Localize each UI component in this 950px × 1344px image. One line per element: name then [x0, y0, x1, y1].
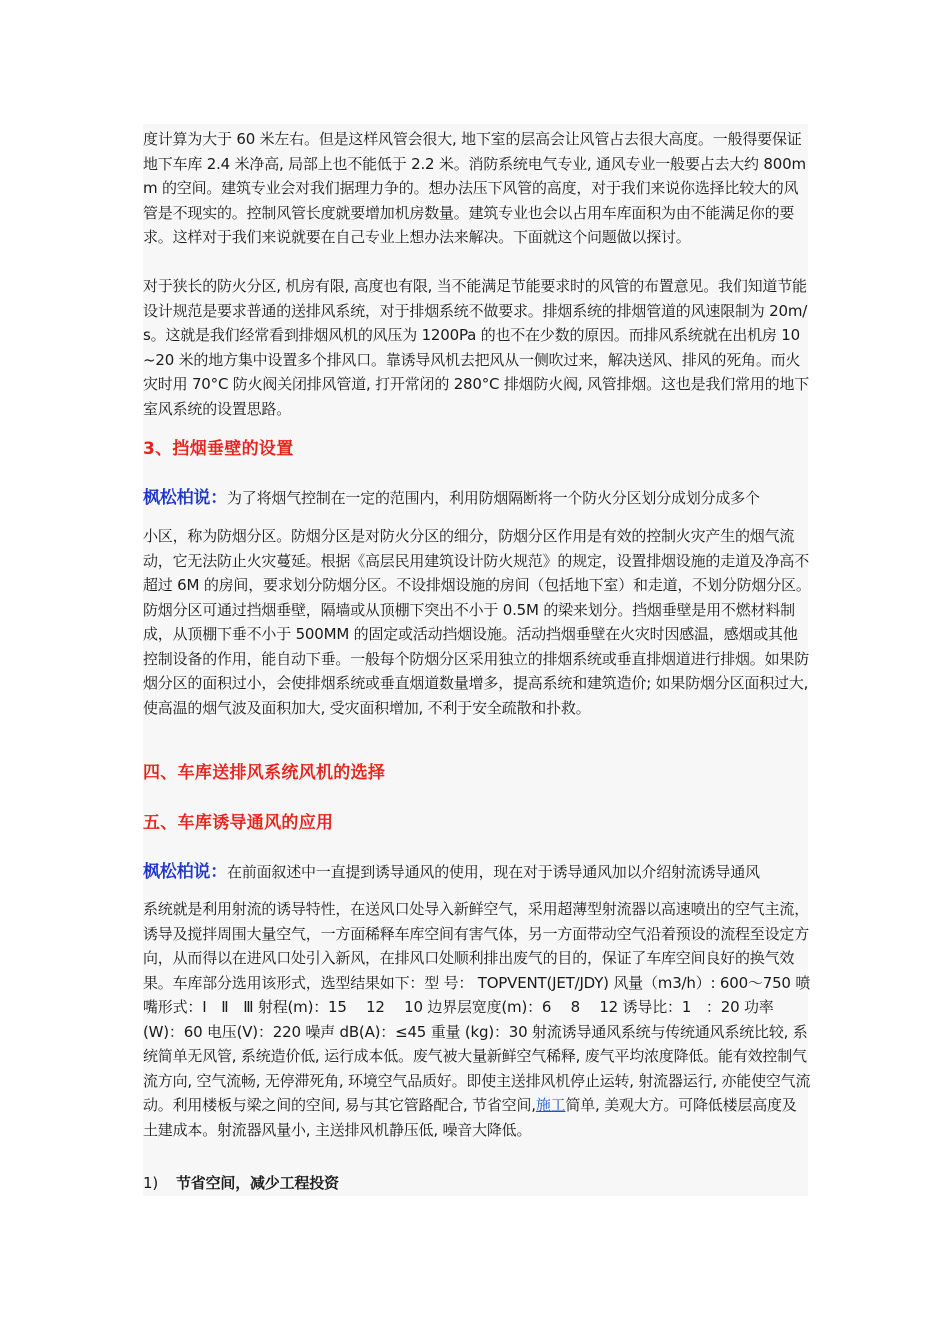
paragraph-text: 系统就是利用射流的诱导特性，在送风口处导入新鲜空气，采用超薄型射流器以高速喷出的空气主流，诱导及搅拌周围大量空气，一方面稀释车库空间有害气体，另一方面带动空气沿着预设的流程至设定方向，从而得以在进风口处引入新风，在排风口处顺利排出废气的目的，保证了车库空间良好的换气效果。车库部分选用该形式，选型结果如下：型 号： TOPVENT(JET/JDY) 风量（m3/h）: 600～750 喷嘴形式：Ⅰ Ⅱ Ⅲ 射程(m)：15 12 10 边界层宽度(m)：6 8 12 诱导比：1 ：20 功率(W)：60 电压(V)：220 噪声 dB(A)：≤45 重量 (kg)：30 射流诱导通风系统与传统通风系统比较, 系统简单无风管, 系统造价低, 运行成本低。废气被大量新鲜空气稀释, 废气平均浓度降低。能有效控制气流方向, 空气流畅, 无停滞死角, 环境空气品质好。即使主送排风机停止运转, 射流器运行, 亦能使空气流动。利用楼板与梁之间的空间, 易与其它管路配合, 节省空间, [143, 900, 811, 1114]
body-paragraph-smoke-zones: 小区，称为防烟分区。防烟分区是对防火分区的细分，防烟分区作用是有效的控制火灾产生的烟气流动，它无法防止火灾蔓延。根据《高层民用建筑设计防火规范》的规定，设置排烟设施的走道及净高不超过 6M 的房间，要求划分防烟分区。不设排烟设施的房间（包括地下室）和走道，不划分防烟分区。防烟分区可通过挡烟垂壁，隔墙或从顶棚下突出不小于 0.5M 的梁来划分。挡烟垂壁是用不燃材料制成，从顶棚下垂不小于 500MM 的固定或活动挡烟设施。活动挡烟垂壁在火灾时因感温，感烟或其他控制设备的作用，能自动下垂。一般每个防烟分区采用独立的排烟系统或垂直排烟道进行排烟。如果防烟分区的面积过小，会使排烟系统或垂直烟道数量增多，提高系统和建筑造价; 如果防烟分区面积过大, 使高温的烟气波及面积加大, 受灾面积增加, 不利于安全疏散和扑救。 [143, 527, 811, 717]
speaker-text: 在前面叙述中一直提到诱导通风的使用，现在对于诱导通风加以介绍射流诱导通风 [227, 863, 760, 881]
speaker-text: 为了将烟气控制在一定的范围内，利用防烟隔断将一个防火分区划分成划分成多个 [227, 489, 760, 507]
section-heading-smoke-curtain: 3、挡烟垂壁的设置 [143, 439, 294, 459]
speaker-line-2 [143, 860, 811, 885]
section-heading-fan-selection: 四、车库送排风系统风机的选择 [143, 763, 386, 783]
speaker-label: 枫松柏说： [143, 488, 227, 508]
list-item [143, 1171, 811, 1196]
section-heading-induced-ventilation: 五、车库诱导通风的应用 [143, 813, 334, 833]
body-paragraph-narrow-fire-zone: 对于狭长的防火分区, 机房有限, 高度也有限, 当不能满足节能要求时的风管的布置意见。我们知道节能设计规范是要求普通的送排风系统，对于排烟系统不做要求。排烟系统的排烟管道的风速限制为 20m/s。这就是我们经常看到排烟风机的风压为 1200Pa 的也不在少数的原因。而排风系统就在出机房 10~20 米的地方集中设置多个排风口。靠诱导风机去把风从一侧吹过来，解决送风、排风的死角。而火灾时用 70°C 防火阀关闭排风管道, 打开常闭的 280°C 排烟防火阀, 风管排烟。这也是我们常用的地下室风系统的设置思路。 [143, 277, 810, 418]
body-paragraph-ventilation-duct-height: 度计算为大于 60 米左右。但是这样风管会很大, 地下室的层高会让风管占去很大高度。一般得要保证地下车库 2.4 米净高, 局部上也不能低于 2.2 米。消防系统电气专业, 通风专业一般要占去大约 800mm 的空间。建筑专业会对我们据理力争的。想办法压下风管的高度，对于我们来说你选择比较大的风管是不现实的。控制风管长度就要增加机房数量。建筑专业也会以占用车库面积为由不能满足你的要求。这样对于我们来说就要在自己专业上想办法来解决。下面就这个问题做以探讨。 [143, 130, 806, 246]
body-paragraph-jet-induced-ventilation [143, 897, 811, 1142]
paragraph-text-tail: 简单, 美观大方。可降低楼层高度及土建成本。射流器风量小, 主送排风机静压低, 噪音大降低。 [143, 1096, 797, 1139]
list-item-number: 1) [143, 1174, 158, 1192]
construction-link[interactable]: 施工 [535, 1096, 566, 1114]
list-item-text: 节省空间，减少工程投资 [176, 1174, 339, 1192]
speaker-label: 枫松柏说： [143, 862, 227, 882]
speaker-line-1 [143, 486, 811, 511]
